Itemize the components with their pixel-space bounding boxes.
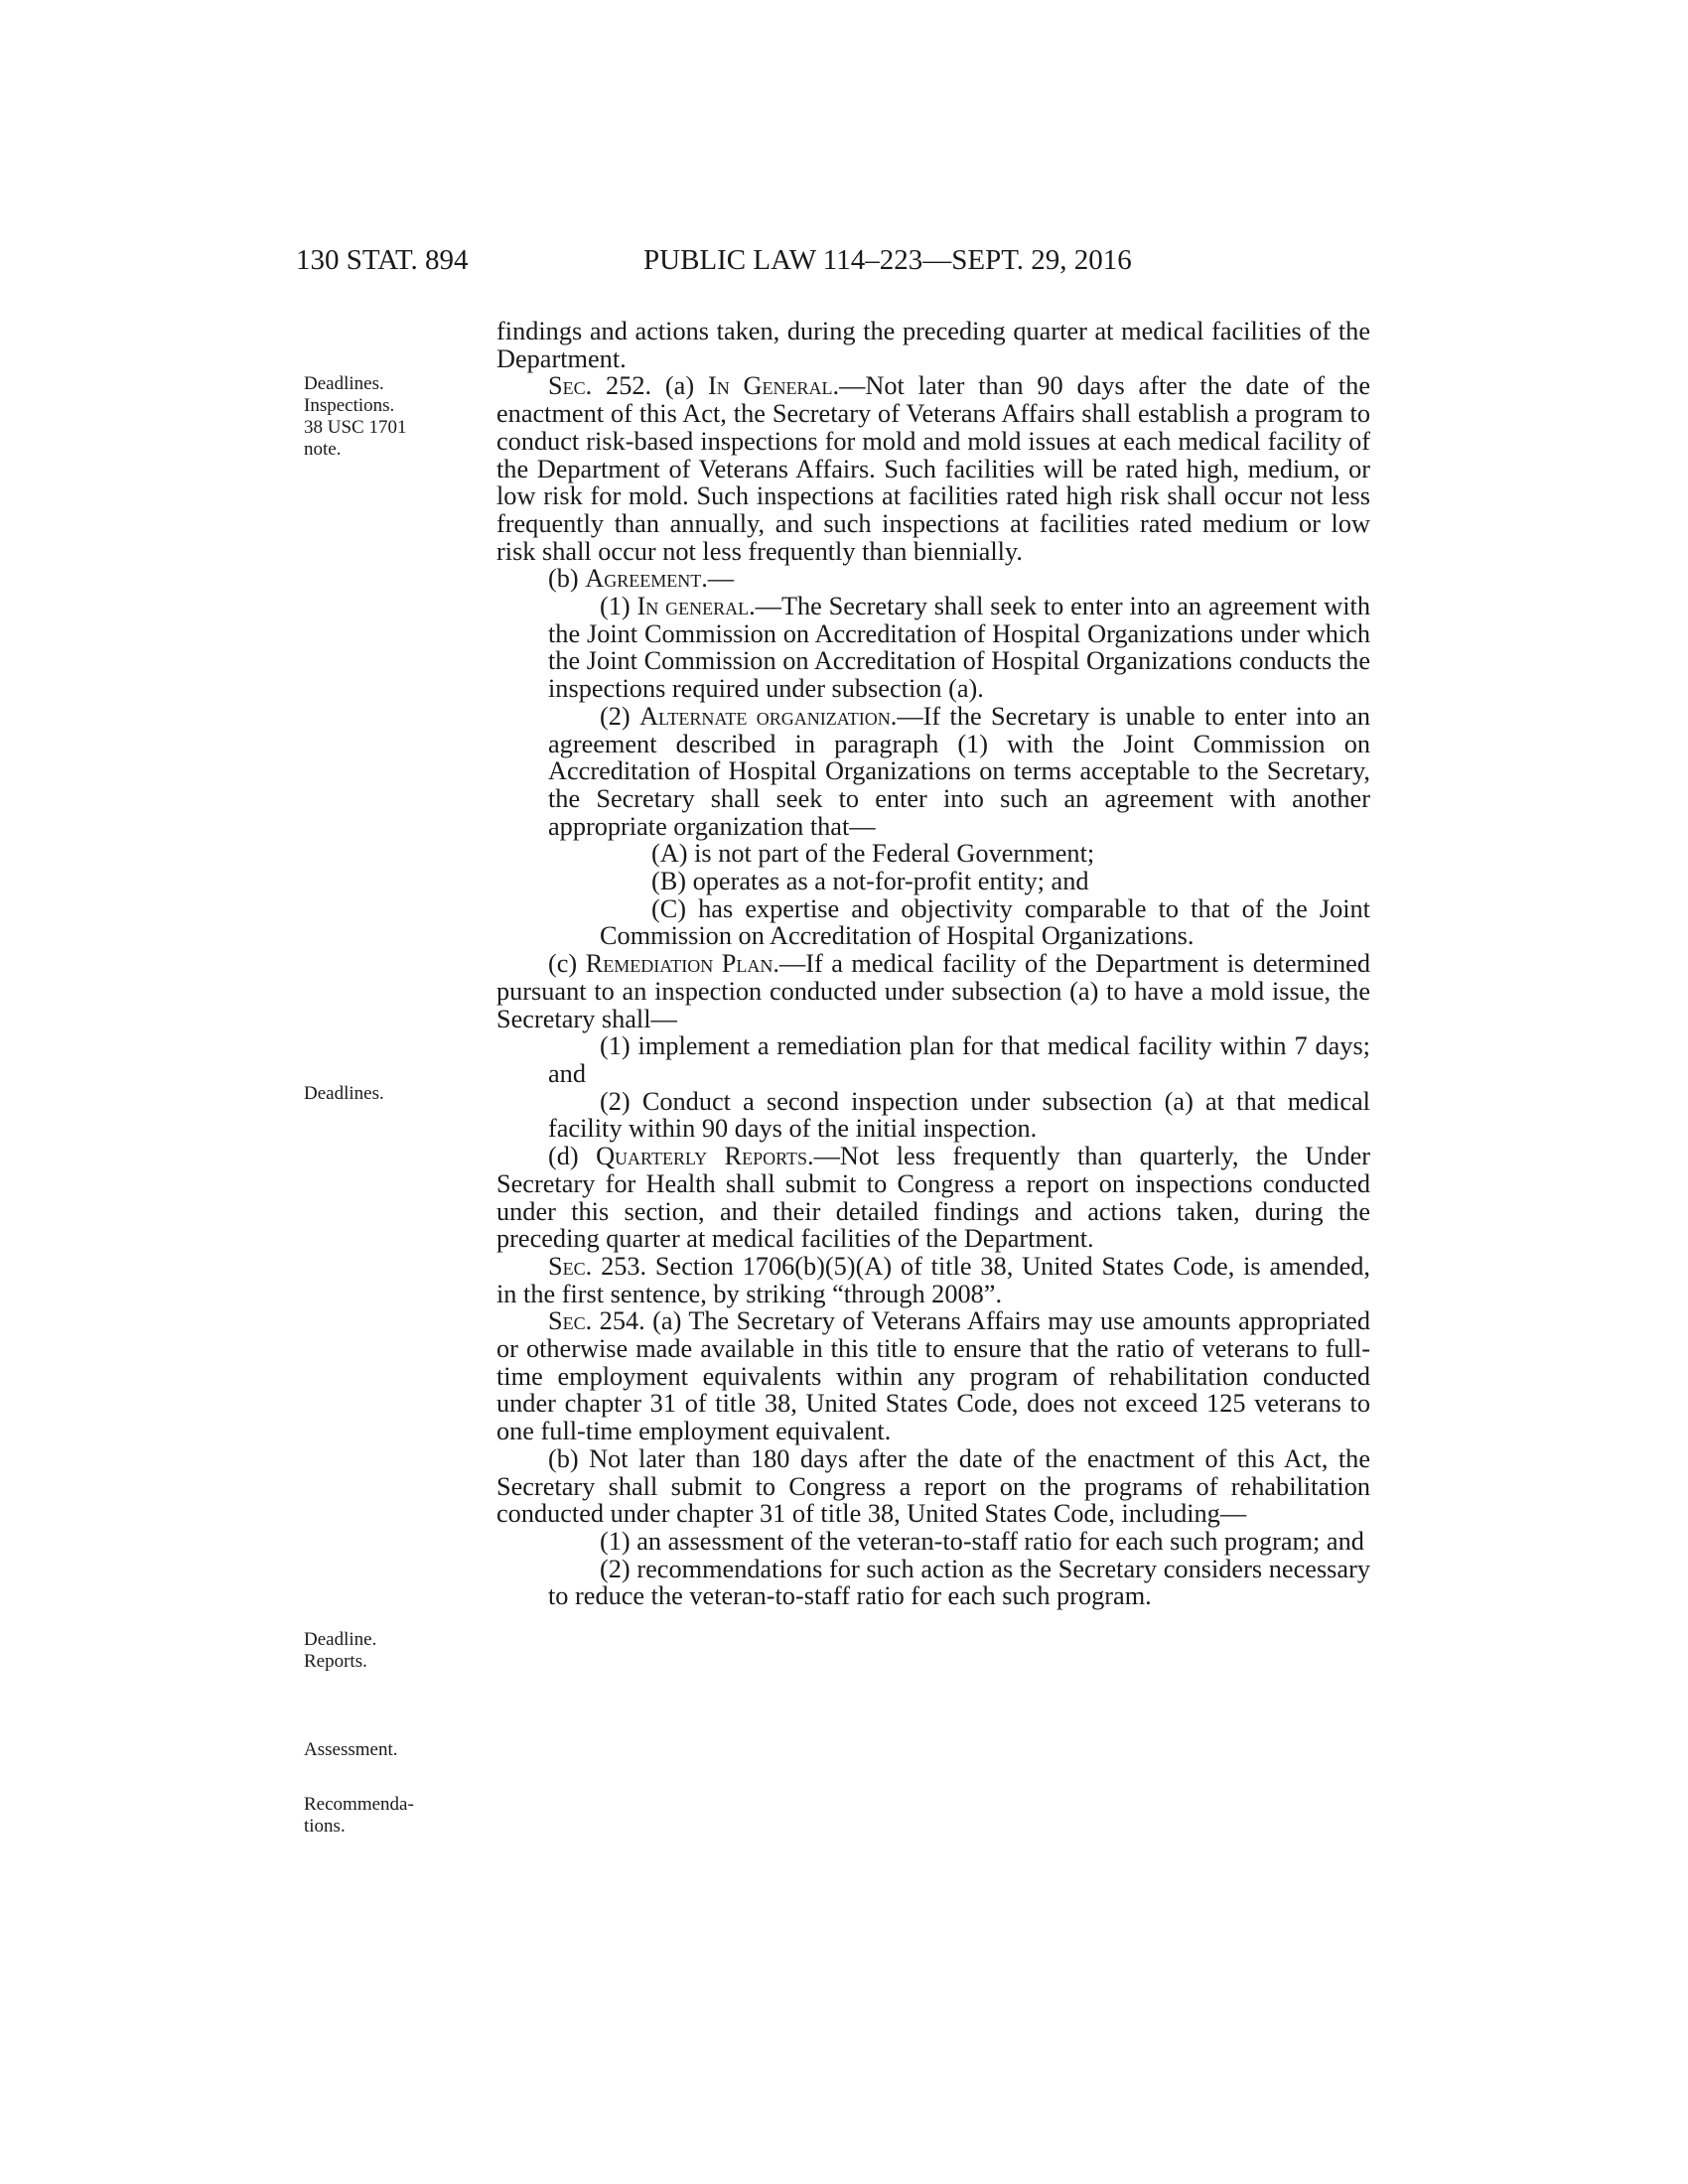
heading-alternate-organization: Alternate organization	[639, 701, 891, 731]
sec-252-b-2-C: (C) has expertise and objectivity comparable to that of the Joint Commission on Accreditation of Hospital Organizations.	[600, 893, 1370, 951]
sec-252-a: Sec. 252. (a) In General.—Not later than 90 days after the date of the enactment of this Act, the Secretary of Veterans Affairs shall establish a program to conduct risk-based inspections for mold and mold issues at each medical facility of the Department of Veterans Affairs. Such facilities will be rated high, medium, or low risk for mold. Such inspections at facilities rated high risk shall occur not less frequently than annually, and such inspections at facilities rated medium or low risk shall occur not less frequently than biennially.	[496, 371, 1370, 566]
heading-in-general: In General	[707, 371, 833, 401]
margin-note-deadline-reports: Deadline. Reports.	[304, 1629, 377, 1672]
running-header	[0, 244, 1688, 284]
sec-252-b-2: (2) Alternate organization.—If the Secretary is unable to enter into an agreement described in paragraph (1) with the Joint Commission on Accreditation of Hospital Organizations on terms acceptable to the Secretary, the Secretary shall seek to enter into such an agreement with another appropriate organization that—	[548, 701, 1371, 841]
sec-label: Sec.	[548, 1306, 593, 1336]
sec-252-b-2-B: (B) operates as a not-for-profit entity; and	[651, 867, 1089, 896]
margin-note-deadlines-inspections: Deadlines. Inspections. 38 USC 1701 note.	[304, 373, 407, 460]
heading-in-general-b1: In general	[636, 592, 750, 621]
sec-254-b: (b) Not later than 180 days after the date of the enactment of this Act, the Secretary shall submit to Congress a report on the programs of rehabilitation conducted under chapter 31 of title 38, United States Code, including—	[496, 1443, 1370, 1529]
sec-252-b-1: (1) In general.—The Secretary shall seek to enter into an agreement with the Joint Commission on Accreditation of Hospital Organizations under which the Joint Commission on Accreditation of Hospital Organizations conducts the inspections required under subsection (a).	[548, 592, 1370, 704]
heading-quarterly-reports: Quarterly Reports	[596, 1142, 808, 1171]
statute-page-number: 130 STAT. 894	[296, 244, 469, 276]
public-law-title: PUBLIC LAW 114–223—SEPT. 29, 2016	[643, 244, 1132, 276]
sec-label: Sec.	[548, 1251, 593, 1281]
law-text	[496, 318, 1370, 1610]
margin-note-recommendations: Recommenda- tions.	[304, 1794, 414, 1837]
sec-253: Sec. 253. Section 1706(b)(5)(A) of title 38, United States Code, is amended, in the first sentence, by striking “through 2008”.	[496, 1251, 1370, 1308]
sec-label: Sec.	[548, 371, 593, 401]
sec-252-c-2: (2) Conduct a second inspection under subsection (a) at that medical facility within 90 days of the initial inspection.	[548, 1086, 1370, 1144]
sec-254-a: Sec. 254. (a) The Secretary of Veterans Affairs may use amounts appropriated or otherwise made available in this title to ensure that the ratio of veterans to full-time employment equivalents within any program of rehabilitation conducted under chapter 31 of title 38, United States Code, does not exceed 125 veterans to one full-time employment equivalent.	[496, 1306, 1370, 1446]
sec-252-c: (c) Remediation Plan.—If a medical facility of the Department is determined pursuant to an inspection conducted under subsection (a) to have a mold issue, the Secretary shall—	[496, 949, 1371, 1033]
margin-note-assessment: Assessment.	[304, 1739, 398, 1760]
sec-252-c-1: (1) implement a remediation plan for that medical facility within 7 days; and	[548, 1031, 1370, 1088]
intro-paragraph: findings and actions taken, during the preceding quarter at medical facilities of the Department.	[496, 317, 1370, 373]
sec-252-d: (d) Quarterly Reports.—Not less frequently than quarterly, the Under Secretary for Health shall submit to Congress a report on inspections conducted under this section, and their detailed findings and actions taken, during the preceding quarter at medical facilities of the Department.	[496, 1142, 1371, 1254]
heading-remediation-plan: Remediation Plan	[585, 949, 774, 979]
sec-252-b: (b) Agreement.—	[548, 564, 735, 594]
sec-254-b-1: (1) an assessment of the veteran-to-staff ratio for each such program; and	[600, 1526, 1364, 1556]
sec-254-b-2: (2) recommendations for such action as the Secretary considers necessary to reduce the veteran-to-staff ratio for each such program.	[548, 1554, 1370, 1611]
margin-note-deadlines: Deadlines.	[304, 1083, 384, 1104]
sec-252-b-2-A: (A) is not part of the Federal Government;	[651, 839, 1095, 869]
heading-agreement: Agreement	[585, 564, 702, 594]
